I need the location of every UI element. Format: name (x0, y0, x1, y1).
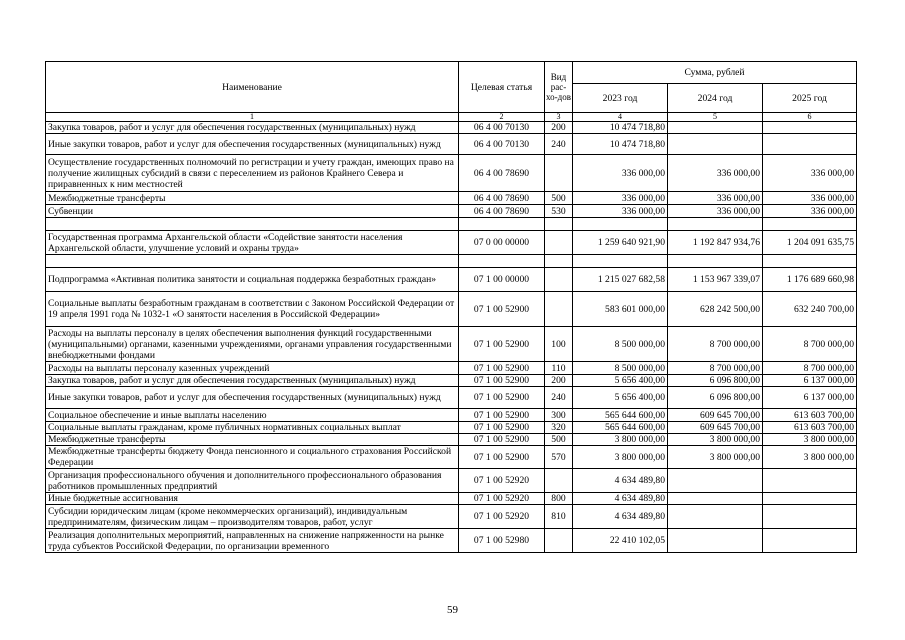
row-sum-2025: 1 204 091 635,75 (763, 231, 857, 255)
row-sum-2023: 336 000,00 (573, 205, 668, 218)
row-expense-kind (545, 255, 573, 268)
table-body (46, 122, 857, 553)
row-target-code: 07 1 00 52900 (459, 409, 545, 422)
row-name: Межбюджетные трансферты (46, 434, 459, 446)
table-row (46, 529, 857, 553)
row-sum-2025: 336 000,00 (763, 192, 857, 205)
row-sum-2025 (763, 505, 857, 529)
table-row (46, 493, 857, 505)
column-number: 1 (46, 113, 459, 122)
row-target-code: 07 1 00 52900 (459, 327, 545, 362)
row-name: Социальные выплаты безработным гражданам в соответствии с Законом Российской Федерации от 19 апреля 1991 года № 1032-1 «О занятости населения в Российской Федерации» (46, 292, 459, 327)
header-sum: Сумма, рублей (573, 62, 857, 84)
row-target-code: 06 4 00 78690 (459, 205, 545, 218)
row-sum-2025 (763, 122, 857, 134)
row-sum-2024: 8 700 000,00 (668, 327, 763, 362)
row-sum-2023: 3 800 000,00 (573, 446, 668, 469)
row-sum-2025: 336 000,00 (763, 205, 857, 218)
row-target-code: 07 1 00 52980 (459, 529, 545, 553)
row-expense-kind (545, 231, 573, 255)
row-sum-2025 (763, 218, 857, 231)
row-sum-2024 (668, 134, 763, 155)
column-number: 6 (763, 113, 857, 122)
row-sum-2023: 1 259 640 921,90 (573, 231, 668, 255)
row-sum-2025 (763, 134, 857, 155)
row-sum-2025: 1 176 689 660,98 (763, 268, 857, 292)
row-sum-2024: 8 700 000,00 (668, 362, 763, 375)
row-sum-2025 (763, 529, 857, 553)
table-row (46, 409, 857, 422)
row-sum-2023: 22 410 102,05 (573, 529, 668, 553)
row-sum-2025: 6 137 000,00 (763, 387, 857, 409)
row-sum-2024: 1 153 967 339,07 (668, 268, 763, 292)
row-expense-kind (545, 268, 573, 292)
row-expense-kind: 500 (545, 434, 573, 446)
row-sum-2024: 1 192 847 934,76 (668, 231, 763, 255)
row-sum-2023: 3 800 000,00 (573, 434, 668, 446)
row-target-code: 06 4 00 70130 (459, 134, 545, 155)
row-sum-2023: 565 644 600,00 (573, 422, 668, 434)
table-row (46, 362, 857, 375)
row-expense-kind (545, 292, 573, 327)
row-name: Социальное обеспечение и иные выплаты населению (46, 409, 459, 422)
row-name: Субвенции (46, 205, 459, 218)
spacer-row (46, 255, 857, 268)
row-expense-kind: 530 (545, 205, 573, 218)
header-target: Целевая статья (459, 62, 545, 113)
row-name: Реализация дополнительных мероприятий, направленных на снижение напряженности на рынке труда субъектов Российской Федерации, по организации временного (46, 529, 459, 553)
table-row (46, 292, 857, 327)
row-sum-2024 (668, 218, 763, 231)
column-number: 5 (668, 113, 763, 122)
row-name: Иные закупки товаров, работ и услуг для обеспечения государственных (муниципальных) нужд (46, 387, 459, 409)
row-sum-2024: 336 000,00 (668, 205, 763, 218)
row-name: Иные закупки товаров, работ и услуг для обеспечения государственных (муниципальных) нужд (46, 134, 459, 155)
table-row (46, 469, 857, 493)
row-sum-2023: 4 634 489,80 (573, 505, 668, 529)
row-name: Государственная программа Архангельской области «Содействие занятости населения Архангельской области, улучшение условий и охраны труда» (46, 231, 459, 255)
row-expense-kind: 800 (545, 493, 573, 505)
row-expense-kind: 500 (545, 192, 573, 205)
row-sum-2024: 3 800 000,00 (668, 434, 763, 446)
row-expense-kind: 320 (545, 422, 573, 434)
row-expense-kind (545, 218, 573, 231)
row-sum-2023: 8 500 000,00 (573, 362, 668, 375)
row-name: Межбюджетные трансферты бюджету Фонда пенсионного и социального страхования Российской Федерации (46, 446, 459, 469)
row-expense-kind: 200 (545, 375, 573, 387)
table-row (46, 422, 857, 434)
spacer-row (46, 218, 857, 231)
header-name: Наименование (46, 62, 459, 113)
column-number: 2 (459, 113, 545, 122)
header-kind: Вид рас-хо-дов (545, 62, 573, 113)
row-sum-2025: 6 137 000,00 (763, 375, 857, 387)
row-expense-kind: 240 (545, 387, 573, 409)
row-sum-2025: 336 000,00 (763, 155, 857, 192)
row-sum-2024 (668, 469, 763, 493)
row-sum-2023: 583 601 000,00 (573, 292, 668, 327)
column-number: 4 (573, 113, 668, 122)
row-expense-kind (545, 155, 573, 192)
table-row (46, 375, 857, 387)
row-sum-2024 (668, 529, 763, 553)
row-target-code: 06 4 00 78690 (459, 155, 545, 192)
row-name (46, 255, 459, 268)
row-sum-2023: 4 634 489,80 (573, 469, 668, 493)
table-row (46, 192, 857, 205)
table-row (46, 387, 857, 409)
row-expense-kind (545, 529, 573, 553)
row-expense-kind (545, 469, 573, 493)
row-target-code: 07 0 00 00000 (459, 231, 545, 255)
row-sum-2024: 336 000,00 (668, 155, 763, 192)
row-target-code: 07 1 00 52900 (459, 362, 545, 375)
row-name: Социальные выплаты гражданам, кроме публичных нормативных социальных выплат (46, 422, 459, 434)
row-name: Расходы на выплаты персоналу казенных учреждений (46, 362, 459, 375)
row-sum-2024 (668, 505, 763, 529)
row-sum-2023 (573, 218, 668, 231)
row-target-code: 07 1 00 52900 (459, 446, 545, 469)
row-sum-2025 (763, 469, 857, 493)
row-target-code: 07 1 00 52920 (459, 505, 545, 529)
row-sum-2024: 6 096 800,00 (668, 375, 763, 387)
row-name: Закупка товаров, работ и услуг для обеспечения государственных (муниципальных) нужд (46, 375, 459, 387)
row-target-code: 07 1 00 52900 (459, 434, 545, 446)
row-sum-2023: 4 634 489,80 (573, 493, 668, 505)
row-target-code: 07 1 00 52900 (459, 387, 545, 409)
row-target-code: 07 1 00 52900 (459, 292, 545, 327)
table-row (46, 122, 857, 134)
table-row (46, 505, 857, 529)
row-expense-kind: 570 (545, 446, 573, 469)
row-name: Расходы на выплаты персоналу в целях обеспечения выполнения функций государственными (муниципальными) органами, казенными учреждениями, органами управления государственными внебюджетными фондами (46, 327, 459, 362)
row-name: Межбюджетные трансферты (46, 192, 459, 205)
row-name: Осуществление государственных полномочий по регистрации и учету граждан, имеющих право на получение жилищных субсидий в связи с переселением из районов Крайнего Севера и приравненных к ним местностей (46, 155, 459, 192)
row-target-code: 07 1 00 52920 (459, 469, 545, 493)
row-sum-2025: 8 700 000,00 (763, 362, 857, 375)
row-sum-2024: 609 645 700,00 (668, 422, 763, 434)
row-name: Организация профессионального обучения и дополнительного профессионального образования работников промышленных предприятий (46, 469, 459, 493)
row-name: Иные бюджетные ассигнования (46, 493, 459, 505)
row-target-code: 07 1 00 52920 (459, 493, 545, 505)
row-target-code: 07 1 00 00000 (459, 268, 545, 292)
row-sum-2025 (763, 493, 857, 505)
row-name: Закупка товаров, работ и услуг для обеспечения государственных (муниципальных) нужд (46, 122, 459, 134)
row-target-code: 07 1 00 52900 (459, 422, 545, 434)
row-sum-2023: 10 474 718,80 (573, 122, 668, 134)
column-number-row (46, 113, 857, 122)
row-sum-2024: 336 000,00 (668, 192, 763, 205)
row-sum-2023: 5 656 400,00 (573, 387, 668, 409)
column-number: 3 (545, 113, 573, 122)
row-target-code (459, 218, 545, 231)
row-sum-2024 (668, 122, 763, 134)
table-row (46, 205, 857, 218)
row-expense-kind: 100 (545, 327, 573, 362)
row-target-code: 06 4 00 78690 (459, 192, 545, 205)
row-sum-2025: 3 800 000,00 (763, 434, 857, 446)
row-sum-2024: 628 242 500,00 (668, 292, 763, 327)
row-sum-2023 (573, 255, 668, 268)
table-row (46, 434, 857, 446)
row-sum-2025: 613 603 700,00 (763, 409, 857, 422)
row-sum-2023: 336 000,00 (573, 192, 668, 205)
row-target-code (459, 255, 545, 268)
row-target-code: 07 1 00 52900 (459, 375, 545, 387)
row-expense-kind: 810 (545, 505, 573, 529)
row-sum-2023: 10 474 718,80 (573, 134, 668, 155)
header-2024: 2024 год (668, 84, 763, 113)
row-expense-kind: 300 (545, 409, 573, 422)
row-sum-2025: 613 603 700,00 (763, 422, 857, 434)
budget-table (45, 61, 857, 553)
table-row (46, 327, 857, 362)
row-expense-kind: 110 (545, 362, 573, 375)
row-sum-2025: 3 800 000,00 (763, 446, 857, 469)
table-row (46, 155, 857, 192)
table-row (46, 134, 857, 155)
row-sum-2023: 1 215 027 682,58 (573, 268, 668, 292)
row-sum-2023: 8 500 000,00 (573, 327, 668, 362)
table-row (46, 231, 857, 255)
row-target-code: 06 4 00 70130 (459, 122, 545, 134)
row-sum-2023: 5 656 400,00 (573, 375, 668, 387)
row-sum-2025: 632 240 700,00 (763, 292, 857, 327)
row-name (46, 218, 459, 231)
row-sum-2024: 6 096 800,00 (668, 387, 763, 409)
row-name: Подпрограмма «Активная политика занятости и социальная поддержка безработных граждан» (46, 268, 459, 292)
row-name: Субсидии юридическим лицам (кроме некоммерческих организаций), индивидуальным предпринимателям, физическим лицам – производителям товаров, работ, услуг (46, 505, 459, 529)
table-row (46, 268, 857, 292)
row-expense-kind: 200 (545, 122, 573, 134)
row-sum-2025 (763, 255, 857, 268)
row-sum-2024 (668, 493, 763, 505)
row-sum-2023: 336 000,00 (573, 155, 668, 192)
header-2023: 2023 год (573, 84, 668, 113)
row-sum-2024: 609 645 700,00 (668, 409, 763, 422)
table-row (46, 446, 857, 469)
row-expense-kind: 240 (545, 134, 573, 155)
row-sum-2024: 3 800 000,00 (668, 446, 763, 469)
row-sum-2023: 565 644 600,00 (573, 409, 668, 422)
row-sum-2024 (668, 255, 763, 268)
page-number: 59 (447, 604, 458, 616)
header-2025: 2025 год (763, 84, 857, 113)
row-sum-2025: 8 700 000,00 (763, 327, 857, 362)
